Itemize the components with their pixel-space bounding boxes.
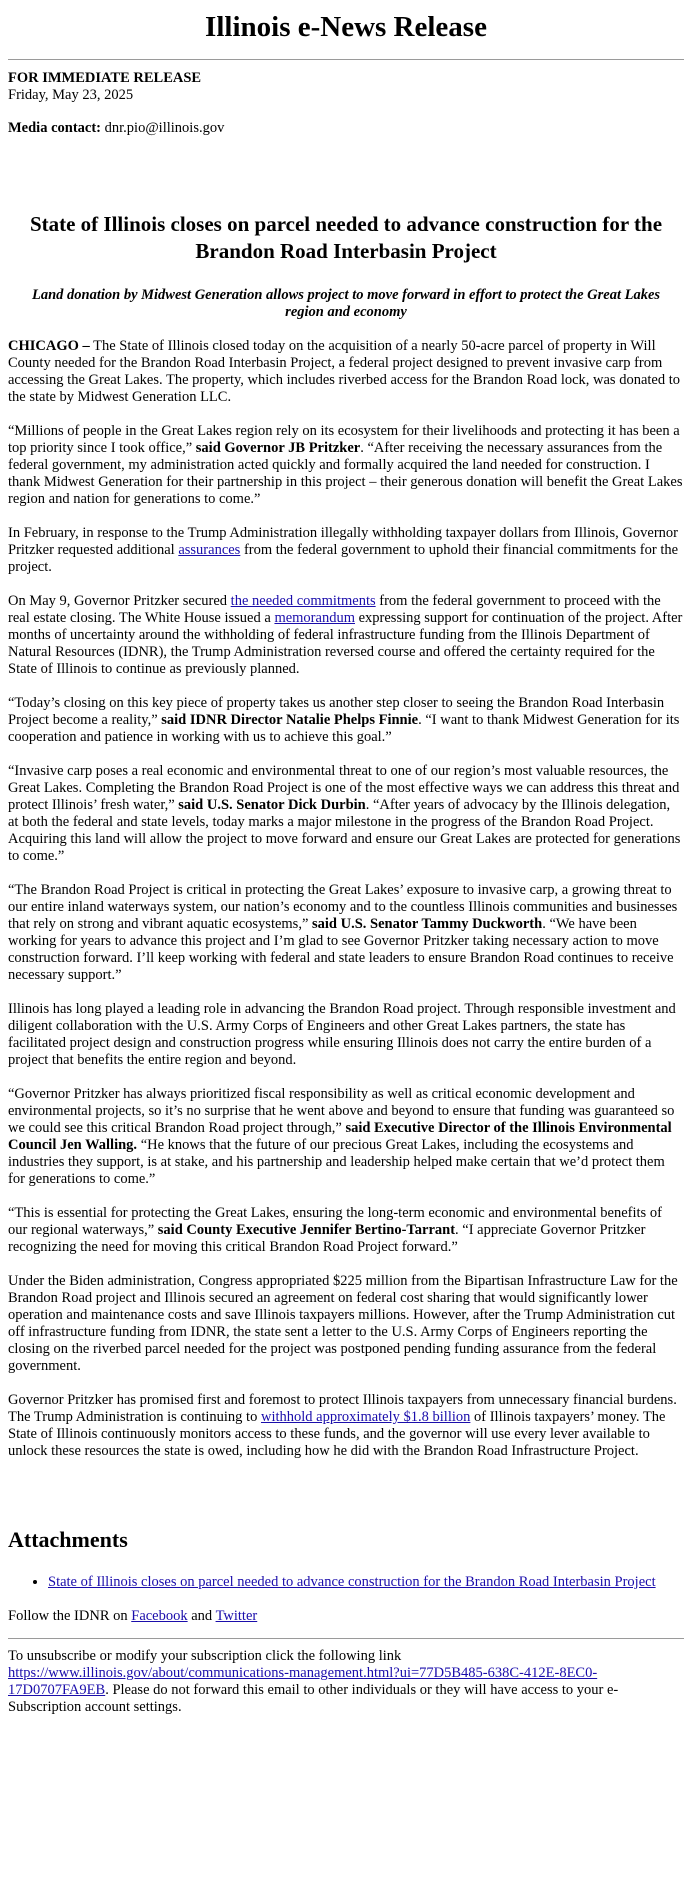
attribution-bertino-tarrant: said County Executive Jennifer Bertino-Tarrant	[157, 1222, 456, 1238]
news-subhead: Land donation by Midwest Generation allows project to move forward in effort to protect the Great Lakes region and economy	[31, 287, 661, 320]
paragraph-february: In February, in response to the Trump Administration illegally withholding taxpayer dollars from Illinois, Governor Pritzker requested additional assurances from the federal government to uphold their financial commitments for the project.	[8, 525, 679, 575]
paragraph-biden-administration: Under the Biden administration, Congress appropriated $225 million from the Bipartisan Infrastructure Law for the Brandon Road project and Illinois secured an agreement on federal cost sharing that would significantly lower operation and maintenance costs and save Illinois taxpayers millions. However, after the Trump Administration cut off infrastructure funding from IDNR, the state sent a letter to the U.S. Army Corps of Engineers reporting the closing on the riverbed parcel needed for the project was postponed pending funding assurance from the federal government.	[8, 1273, 678, 1374]
attribution-pritzker: said Governor JB Pritzker	[195, 440, 361, 456]
media-contact-email: dnr.pio@illinois.gov	[104, 120, 225, 136]
release-date: Friday, May 23, 2025	[8, 87, 134, 103]
attribution-walling: said Executive Director of the Illinois Environmental Council Jen Walling.	[8, 1120, 672, 1153]
media-contact	[8, 120, 684, 137]
twitter-link[interactable]: Twitter	[215, 1608, 258, 1624]
list-item	[48, 1574, 684, 1591]
needed-commitments-link[interactable]: the needed commitments	[230, 593, 376, 609]
news-headline: State of Illinois closes on parcel needed to advance construction for the Brandon Road Interbasin Project	[29, 212, 663, 263]
attachments-heading: Attachments	[8, 1527, 128, 1552]
paragraph-bertino-tarrant-quote: “This is essential for protecting the Great Lakes, ensuring the long-term economic and environmental benefits of our regional waterways,” said County Executive Jennifer Bertino-Tarrant. “I appreciate Governor Pritzker recognizing the need for moving this critical Brandon Road Project forward.”	[8, 1205, 662, 1255]
memorandum-link[interactable]: memorandum	[274, 610, 355, 626]
masthead-title: Illinois e-News Release	[205, 11, 487, 43]
paragraph-may-9: On May 9, Governor Pritzker secured the needed commitments from the federal government to proceed with the real estate closing. The White House issued a memorandum expressing support for continuation of the project. After months of uncertainty around the withholding of federal infrastructure funding from the Illinois Department of Natural Resources (IDNR), the Trump Administration reversed course and offered the certainty required for the State of Illinois to continue as previously planned.	[8, 593, 683, 677]
top-divider	[8, 59, 684, 60]
paragraph-duckworth-quote: “The Brandon Road Project is critical in protecting the Great Lakes’ exposure to invasive carp, a growing threat to our entire inland waterways system, our nation’s economy and to the countless Illinois communities and businesses that rely on strong and vibrant aquatic ecosystems,” said U.S. Senator Tammy Duckworth. “We have been working for years to advance this project and I’m glad to see Governor Pritzker taking necessary action to move construction forward. I’ll keep working with federal and state leaders to ensure Brandon Road continues to receive necessary support.”	[8, 882, 678, 983]
paragraph-durbin-quote: “Invasive carp poses a real economic and environmental threat to one of our region’s most valuable resources, the Great Lakes. Completing the Brandon Road Project is one of the most effective ways we can address this threat and protect Illinois’ fresh water,” said U.S. Senator Dick Durbin. “After years of advocacy by the Illinois delegation, at both the federal and state levels, today marks a major milestone in the progress of the Brandon Road Project. Acquiring this land will allow the project to move forward and ensure our Great Lakes are protected for generations to come.”	[8, 763, 681, 864]
paragraph-dateline: CHICAGO – The State of Illinois closed today on the acquisition of a nearly 50-acre parcel of property in Will County needed for the Brandon Road Interbasin Project, a federal project designed to prevent invasive carp from accessing the Great Lakes. The property, which includes riverbed access for the Brandon Road lock, was donated to the state by Midwest Generation LLC.	[8, 338, 681, 405]
paragraph-walling-quote: “Governor Pritzker has always prioritized fiscal responsibility as well as critical economic development and environmental projects, so it’s no surprise that he went above and beyond to ensure that funding was guaranteed so we could see this critical Brandon Road project through,” said Executive Director of the Illinois Environmental Council Jen Walling. “He knows that the future of our precious Great Lakes, including the ecosystems and industries they support, is at stake, and his partnership and leadership helped make certain that we’d protect them for generations to come.”	[8, 1086, 675, 1187]
unsubscribe-notice: To unsubscribe or modify your subscription click the following link https://www.illinois.gov/about/communications-management.html?ui=77D5B485-638C-412E-8EC0-17D0707FA9EB. Please do not forward this email to other individuals or they will have access to your e-Subscription account settings.	[8, 1648, 619, 1715]
release-header	[8, 70, 684, 104]
paragraph-finnie-quote: “Today’s closing on this key piece of property takes us another step closer to seeing the Brandon Road Interbasin Project become a reality,” said IDNR Director Natalie Phelps Finnie. “I want to thank Midwest Generation for its cooperation and patience in working with us to achieve this goal.”	[8, 695, 680, 745]
withhold-funds-link[interactable]: withhold approximately $1.8 billion	[260, 1409, 471, 1425]
attribution-durbin: said U.S. Senator Dick Durbin	[178, 797, 366, 813]
attribution-finnie: said IDNR Director Natalie Phelps Finnie	[161, 712, 419, 728]
assurances-link[interactable]: assurances	[178, 542, 241, 558]
dateline: CHICAGO –	[8, 338, 90, 354]
paragraph-pritzker-quote: “Millions of people in the Great Lakes region rely on its ecosystem for their livelihoods and protecting it has been a top priority since I took office,” said Governor JB Pritzker. “After receiving the necessary assurances from the federal government, my administration acted quickly and formally acquired the land needed for construction. I thank Midwest Generation for their partnership in this project – their generous donation will benefit the Great Lakes region and nation for generations to come.”	[8, 423, 683, 507]
media-contact-label: Media contact:	[8, 120, 102, 136]
follow-line: Follow the IDNR on Facebook and Twitter	[8, 1608, 258, 1624]
bottom-divider	[8, 1638, 684, 1639]
paragraph-leading-role: Illinois has long played a leading role in advancing the Brandon Road project. Through responsible investment and diligent collaboration with the U.S. Army Corps of Engineers and other Great Lakes partners, the state has facilitated project design and construction progress while ensuring Illinois does not carry the entire burden of a project that benefits the entire region and beyond.	[8, 1001, 676, 1068]
release-label: FOR IMMEDIATE RELEASE	[8, 70, 202, 86]
facebook-link[interactable]: Facebook	[131, 1608, 188, 1624]
paragraph-taxpayers: Governor Pritzker has promised first and foremost to protect Illinois taxpayers from unnecessary financial burdens. The Trump Administration is continuing to withhold approximately $1.8 billion of Illinois taxpayers’ money. The State of Illinois continuously monitors access to these funds, and the governor will use every lever available to unlock these resources the state is owed, including how he did with the Brandon Road Infrastructure Project.	[8, 1392, 677, 1459]
subscription-management-link[interactable]: https://www.illinois.gov/about/communications-management.html?ui=77D5B485-638C-412E-8EC0-17D0707FA9EB	[8, 1665, 598, 1698]
attachments-list	[8, 1574, 684, 1591]
attribution-duckworth: said U.S. Senator Tammy Duckworth	[312, 916, 543, 932]
attachment-link[interactable]: State of Illinois closes on parcel needed to advance construction for the Brandon Road Interbasin Project	[48, 1574, 656, 1590]
